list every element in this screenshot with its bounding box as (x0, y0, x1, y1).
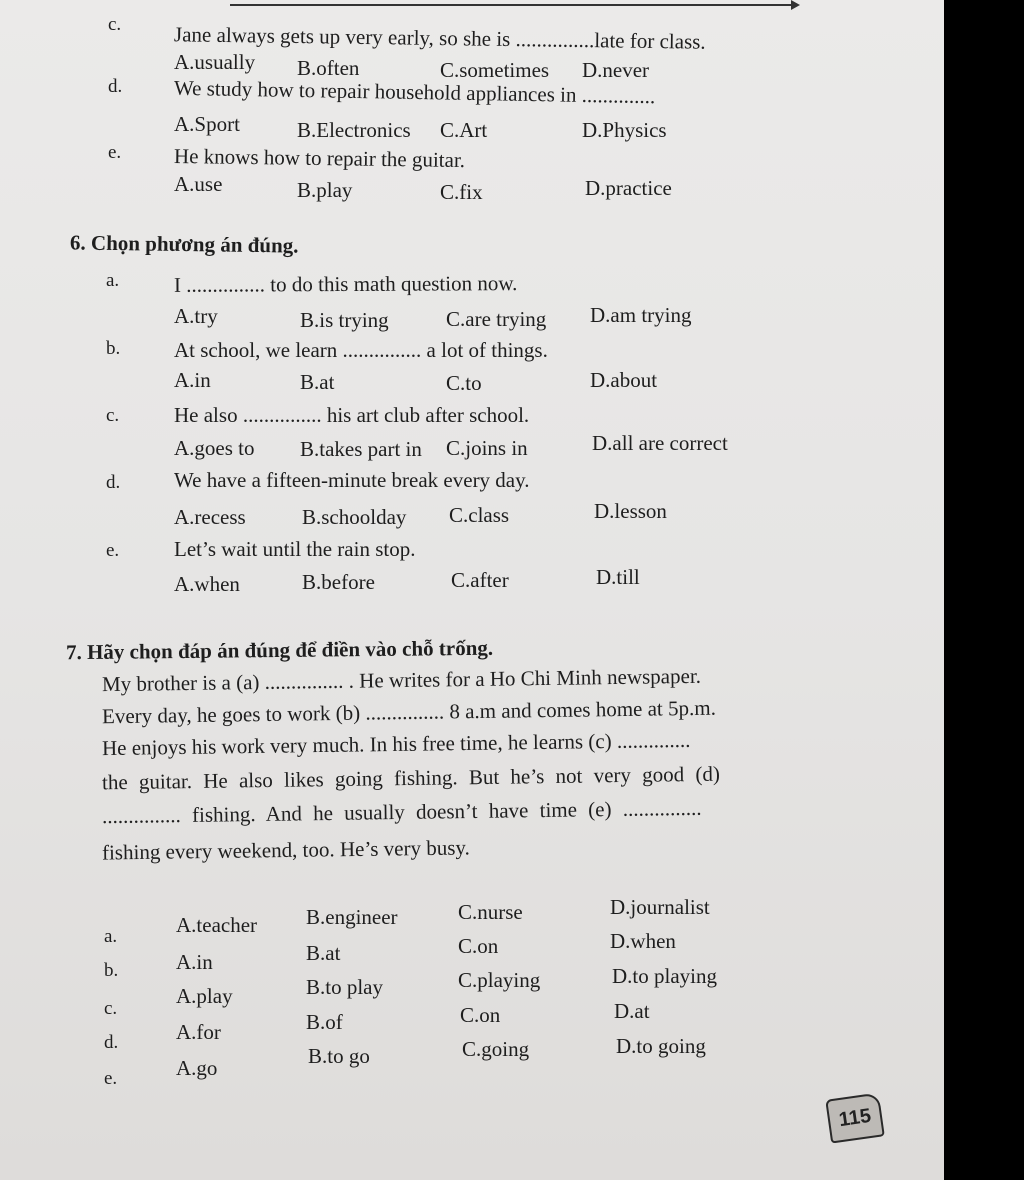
item-label: a. (104, 926, 118, 947)
option: B.Electronics (297, 118, 411, 142)
passage-line: Every day, he goes to work (b) ............... 8 a.m and comes home at 5p.m. (101, 695, 717, 729)
option: C.going (462, 1037, 530, 1061)
header-rule (230, 4, 792, 6)
option: C.to (446, 371, 482, 395)
option: A.when (174, 572, 240, 596)
option: B.play (297, 178, 353, 202)
option: A.goes to (174, 436, 255, 460)
option: D.never (582, 58, 650, 82)
option: C.sometimes (440, 58, 550, 82)
option: B.is trying (300, 308, 389, 332)
option: B.to go (308, 1044, 370, 1068)
option: C.Art (440, 118, 488, 142)
option: A.Sport (174, 112, 240, 136)
option: B.of (306, 1010, 343, 1034)
option: B.at (306, 941, 341, 965)
option: B.at (300, 370, 335, 394)
item-label: a. (106, 270, 120, 291)
option: A.for (176, 1020, 221, 1044)
option: B.schoolday (302, 505, 407, 529)
passage-line: the guitar. He also likes going fishing. But he’s not very good (d) (101, 761, 721, 795)
option: A.use (174, 172, 223, 196)
option: D.all are correct (592, 431, 728, 455)
option: C.after (451, 568, 509, 592)
passage-line: My brother is a (a) ............... . He writes for a Ho Chi Minh newspaper. (101, 663, 702, 697)
option: C.joins in (446, 436, 528, 460)
option: D.journalist (610, 895, 710, 919)
question-text: I ............... to do this math question now. (173, 271, 518, 297)
section-6-title: 6. Chọn phương án đúng. (69, 230, 299, 258)
question-text: He also ............... his art club after school. (174, 403, 530, 427)
option: C.fix (440, 180, 483, 204)
option: D.till (596, 565, 640, 589)
item-label: b. (106, 338, 121, 359)
option: D.to playing (612, 964, 717, 988)
question-text: We have a fifteen-minute break every day. (174, 468, 530, 492)
option: B.engineer (306, 905, 398, 929)
option: D.to going (616, 1034, 706, 1058)
option: C.nurse (458, 900, 523, 924)
option: D.lesson (594, 499, 667, 523)
option: A.go (176, 1056, 218, 1080)
item-label: c. (108, 14, 122, 35)
question-text: Let’s wait until the rain stop. (174, 537, 416, 561)
option: D.practice (585, 176, 672, 200)
option: A.play (176, 984, 233, 1008)
item-label: c. (104, 998, 118, 1019)
option: A.in (176, 950, 213, 974)
passage-line: He enjoys his work very much. In his free time, he learns (c) .............. (101, 727, 691, 761)
option: C.on (458, 934, 499, 958)
item-label: d. (106, 472, 121, 493)
item-label: e. (104, 1068, 118, 1089)
item-label: d. (104, 1032, 119, 1053)
option: C.on (460, 1003, 501, 1027)
passage-line: fishing every weekend, too. He’s very busy. (101, 835, 470, 865)
option: A.teacher (176, 913, 258, 937)
option: B.to play (306, 975, 383, 999)
option: A.try (174, 304, 218, 328)
option: B.often (297, 56, 360, 80)
option: A.in (174, 368, 211, 392)
option: A.usually (174, 50, 256, 74)
option: D.am trying (590, 303, 692, 327)
option: D.at (614, 999, 650, 1023)
question-text: We study how to repair household appliances in .............. (173, 75, 656, 109)
option: C.class (449, 503, 510, 527)
option: D.about (590, 368, 658, 392)
option: B.takes part in (300, 437, 422, 461)
option: C.playing (458, 968, 541, 992)
question-text: At school, we learn ............... a lot of things. (174, 338, 548, 362)
question-text: He knows how to repair the guitar. (173, 143, 466, 173)
question-text: Jane always gets up very early, so she is ...............late for class. (173, 22, 706, 54)
item-label: e. (106, 540, 120, 561)
section-7-title: 7. Hãy chọn đáp án đúng để điền vào chỗ trống. (65, 635, 494, 665)
option: C.are trying (446, 307, 547, 331)
option: D.when (610, 929, 676, 953)
page-number: 115 (825, 1092, 885, 1143)
option: B.before (302, 570, 375, 594)
option: A.recess (174, 505, 246, 529)
item-label: c. (106, 405, 120, 426)
option: D.Physics (582, 118, 667, 142)
passage-line: ............... fishing. And he usually doesn’t have time (e) ............... (101, 795, 702, 829)
item-label: b. (104, 960, 119, 981)
item-label: d. (108, 76, 123, 97)
item-label: e. (108, 142, 122, 163)
